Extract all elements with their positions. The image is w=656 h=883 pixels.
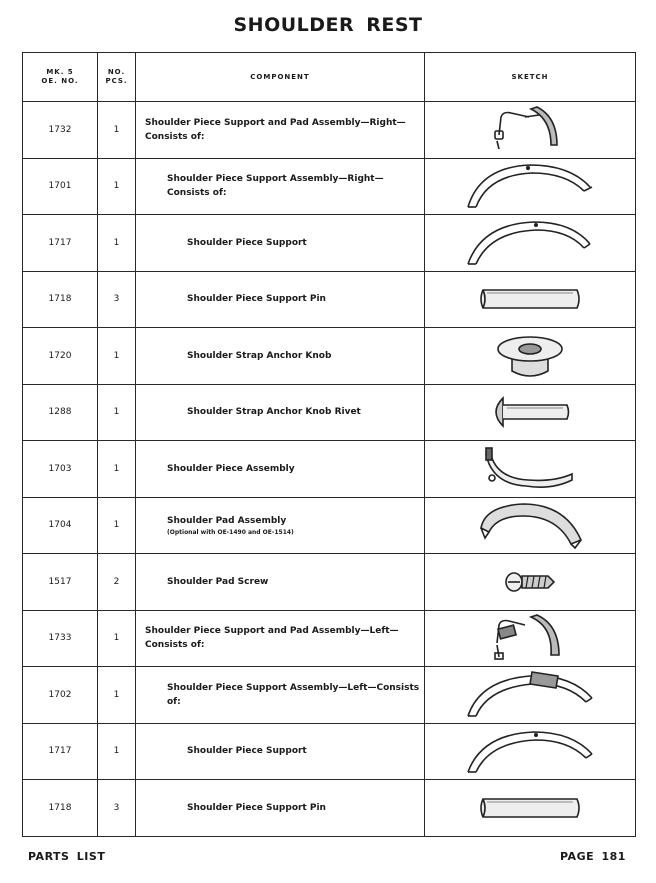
footer-section-label: PARTS LIST xyxy=(28,850,106,863)
component-cell: Shoulder Piece Support Pin xyxy=(136,780,425,837)
sketch-cell xyxy=(425,102,636,159)
table-row xyxy=(23,384,636,441)
component-cell: Shoulder Piece Support and Pad Assembly—Left—Consists of: xyxy=(136,610,425,667)
oe-number-cell: 1718 xyxy=(23,271,98,328)
support-assembly-arc-sketch xyxy=(460,161,600,211)
header-pieces-line2: PCS. xyxy=(105,77,128,85)
table-row xyxy=(23,667,636,724)
pin-sketch xyxy=(475,793,585,823)
support-and-pad-assembly-left-sketch xyxy=(485,613,575,663)
pieces-cell: 1 xyxy=(98,497,136,554)
anchor-knob-sketch xyxy=(490,331,570,381)
component-note: (Optional with OE-1490 and OE-1514) xyxy=(167,528,294,536)
table-row xyxy=(23,497,636,554)
pieces-cell: 1 xyxy=(98,158,136,215)
pieces-cell: 1 xyxy=(98,441,136,498)
component-cell: Shoulder Strap Anchor Knob xyxy=(136,328,425,385)
pieces-cell: 1 xyxy=(98,610,136,667)
support-and-pad-assembly-right-sketch xyxy=(485,105,575,155)
pieces-cell: 1 xyxy=(98,215,136,272)
sketch-cell xyxy=(425,723,636,780)
component-cell: Shoulder Piece Support xyxy=(136,723,425,780)
oe-number-cell: 1701 xyxy=(23,158,98,215)
pieces-cell: 1 xyxy=(98,667,136,724)
table-row xyxy=(23,328,636,385)
page-title: SHOULDER REST xyxy=(233,14,423,36)
pieces-cell: 2 xyxy=(98,554,136,611)
page-number: PAGE 181 xyxy=(560,850,626,863)
header-oe-number-line1: MK. 5 xyxy=(46,68,74,76)
sketch-cell xyxy=(425,215,636,272)
screw-sketch xyxy=(500,567,560,597)
sketch-cell xyxy=(425,441,636,498)
pieces-cell: 1 xyxy=(98,102,136,159)
sketch-cell xyxy=(425,554,636,611)
pad-sketch xyxy=(475,500,585,550)
pieces-cell: 1 xyxy=(98,723,136,780)
header-pieces-line1: NO. xyxy=(107,68,126,76)
table-row xyxy=(23,158,636,215)
header-oe-number xyxy=(23,53,98,102)
component-cell: Shoulder Piece Support and Pad Assembly—Right—Consists of: xyxy=(136,102,425,159)
support-assembly-left-arc-sketch xyxy=(460,670,600,720)
sketch-cell xyxy=(425,158,636,215)
sketch-cell xyxy=(425,271,636,328)
table-row xyxy=(23,271,636,328)
support-arc-sketch xyxy=(460,218,600,268)
pin-sketch xyxy=(475,284,585,314)
component-cell: Shoulder Piece Support Assembly—Right—Consists of: xyxy=(136,158,425,215)
sketch-cell xyxy=(425,780,636,837)
table-row xyxy=(23,215,636,272)
component-name: Shoulder Pad Assembly xyxy=(167,515,287,526)
header-sketch: SKETCH xyxy=(425,53,636,102)
pieces-cell: 1 xyxy=(98,328,136,385)
component-cell xyxy=(136,497,425,554)
parts-table xyxy=(22,52,636,837)
oe-number-cell: 1703 xyxy=(23,441,98,498)
component-cell: Shoulder Piece Support Pin xyxy=(136,271,425,328)
table-row xyxy=(23,723,636,780)
pieces-cell: 3 xyxy=(98,271,136,328)
oe-number-cell: 1517 xyxy=(23,554,98,611)
sketch-cell xyxy=(425,610,636,667)
oe-number-cell: 1702 xyxy=(23,667,98,724)
component-cell: Shoulder Piece Support Assembly—Left—Consists of: xyxy=(136,667,425,724)
oe-number-cell: 1718 xyxy=(23,780,98,837)
support-arc-sketch xyxy=(460,726,600,776)
table-header-row xyxy=(23,53,636,102)
component-cell: Shoulder Piece Assembly xyxy=(136,441,425,498)
sketch-cell xyxy=(425,328,636,385)
oe-number-cell: 1717 xyxy=(23,723,98,780)
oe-number-cell: 1288 xyxy=(23,384,98,441)
table-row xyxy=(23,610,636,667)
sketch-cell xyxy=(425,667,636,724)
oe-number-cell: 1704 xyxy=(23,497,98,554)
table-row xyxy=(23,780,636,837)
header-component: COMPONENT xyxy=(136,53,425,102)
header-oe-number-line2: OE. NO. xyxy=(41,77,79,85)
component-cell: Shoulder Strap Anchor Knob Rivet xyxy=(136,384,425,441)
table-row xyxy=(23,102,636,159)
pieces-cell: 3 xyxy=(98,780,136,837)
table-row xyxy=(23,554,636,611)
header-pieces xyxy=(98,53,136,102)
pieces-cell: 1 xyxy=(98,384,136,441)
table-row xyxy=(23,441,636,498)
component-cell: Shoulder Piece Support xyxy=(136,215,425,272)
rivet-sketch xyxy=(485,392,575,432)
oe-number-cell: 1732 xyxy=(23,102,98,159)
oe-number-cell: 1720 xyxy=(23,328,98,385)
sketch-cell xyxy=(425,384,636,441)
piece-assembly-sketch xyxy=(480,444,580,494)
oe-number-cell: 1717 xyxy=(23,215,98,272)
sketch-cell xyxy=(425,497,636,554)
oe-number-cell: 1733 xyxy=(23,610,98,667)
component-cell: Shoulder Pad Screw xyxy=(136,554,425,611)
